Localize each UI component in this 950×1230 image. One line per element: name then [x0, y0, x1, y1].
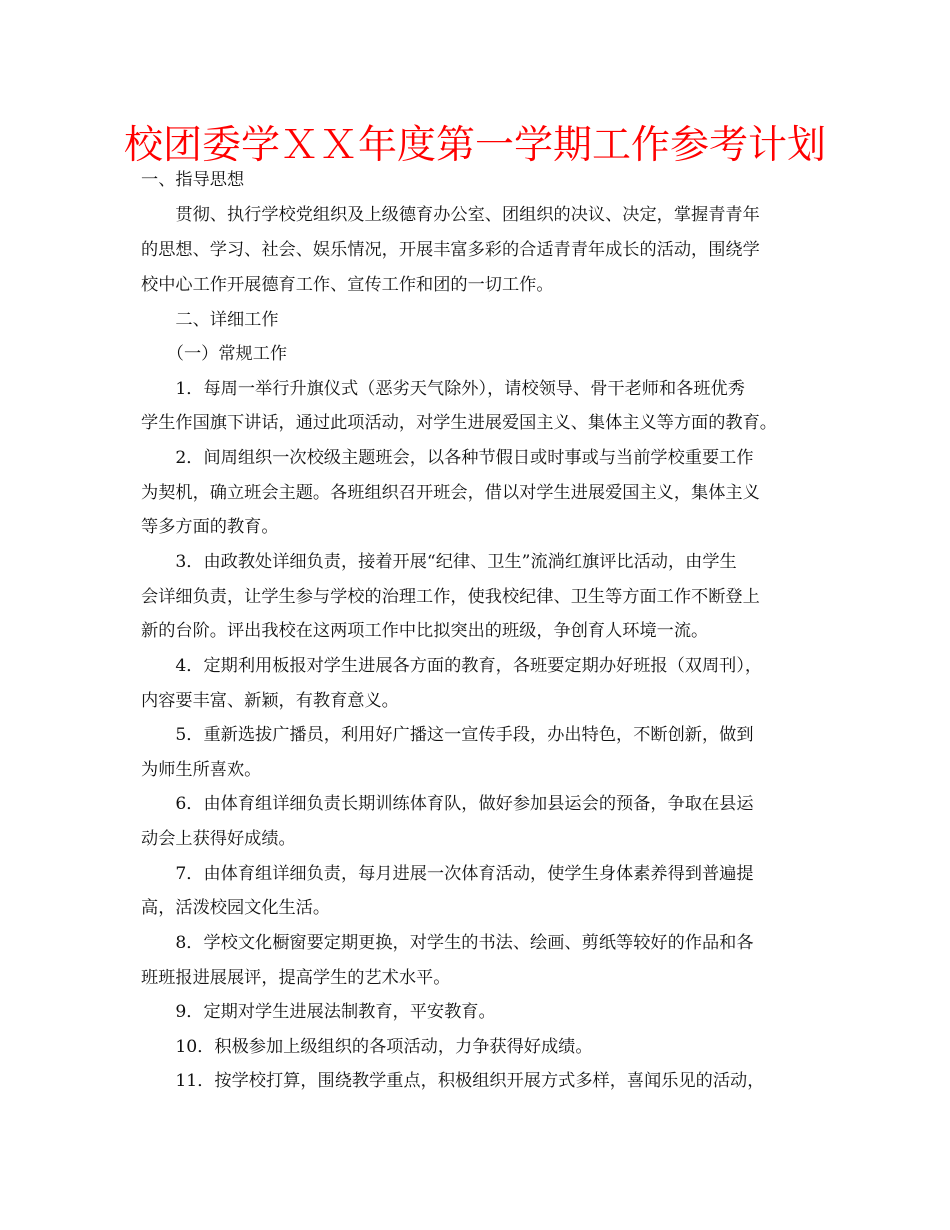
paragraph-line: 5．重新选拔广播员，利用好广播这一宣传手段，办出特色，不断创新，做到	[141, 725, 754, 745]
paragraph-line: 会详细负责，让学生参与学校的治理工作，使我校纪律、卫生等方面工作不断登上	[141, 587, 760, 607]
paragraph-line: 8．学校文化橱窗要定期更换，对学生的书法、绘画、剪纸等较好的作品和各	[141, 933, 754, 953]
paragraph-line: 为师生所喜欢。	[141, 760, 262, 780]
paragraph-line: 内容要丰富、新颖，有教育意义。	[141, 691, 399, 711]
heading-routine-work: （一）常规工作	[141, 344, 288, 364]
heading-detailed-work: 二、详细工作	[141, 310, 279, 330]
paragraph-line: 1．每周一举行升旗仪式（恶劣天气除外），请校领导、骨干老师和各班优秀	[141, 379, 745, 399]
paragraph-line: 的思想、学习、社会、娱乐情况，开展丰富多彩的合适青青年成长的活动，围绕学	[141, 240, 760, 260]
paragraph-line: 学生作国旗下讲话，通过此项活动，对学生进展爱国主义、集体主义等方面的教育。	[141, 413, 777, 433]
paragraph-line: 7．由体育组详细负责，每月进展一次体育活动，使学生身体素养得到普遍提	[141, 864, 754, 884]
paragraph-line: 为契机，确立班会主题。各班组织召开班会，借以对学生进展爱国主义，集体主义	[141, 483, 760, 503]
paragraph-line: 10．积极参加上级组织的各项活动，力争获得好成绩。	[141, 1037, 593, 1057]
paragraph-line: 等多方面的教育。	[141, 517, 279, 537]
paragraph-line: 高，活泼校园文化生活。	[141, 898, 331, 918]
paragraph-line: 新的台阶。评出我校在这两项工作中比拟突出的班级，争创育人环境一流。	[141, 621, 709, 641]
paragraph-line: 校中心工作开展德育工作、宣传工作和团的一切工作。	[141, 275, 554, 295]
paragraph-line: 6．由体育组详细负责长期训练体育队，做好参加县运会的预备，争取在县运	[141, 794, 754, 814]
paragraph-line: 9．定期对学生进展法制教育，平安教育。	[141, 1002, 496, 1022]
paragraph-line: 贯彻、执行学校党组织及上级德育办公室、团组织的决议、决定，掌握青青年	[141, 205, 760, 225]
paragraph-line: 动会上获得好成绩。	[141, 829, 296, 849]
paragraph-line: 11．按学校打算，围绕教学重点，积极组织开展方式多样，喜闻乐见的活动，	[141, 1071, 765, 1091]
paragraph-line: 3．由政教处详细负责，接着开展“纪律、卫生”流淌红旗评比活动，由学生	[141, 552, 737, 572]
document-title: 校团委学ＸＸ年度第一学期工作参考计划	[123, 123, 826, 168]
paragraph-line: 4．定期利用板报对学生进展各方面的教育，各班要定期办好班报（双周刊），	[141, 656, 763, 676]
paragraph-line: 班班报进展展评，提高学生的艺术水平。	[141, 968, 451, 988]
paragraph-line: 2．间周组织一次校级主题班会，以各种节假日或时事或与当前学校重要工作	[141, 448, 754, 468]
heading-guiding-ideology: 一、指导思想	[141, 170, 245, 190]
